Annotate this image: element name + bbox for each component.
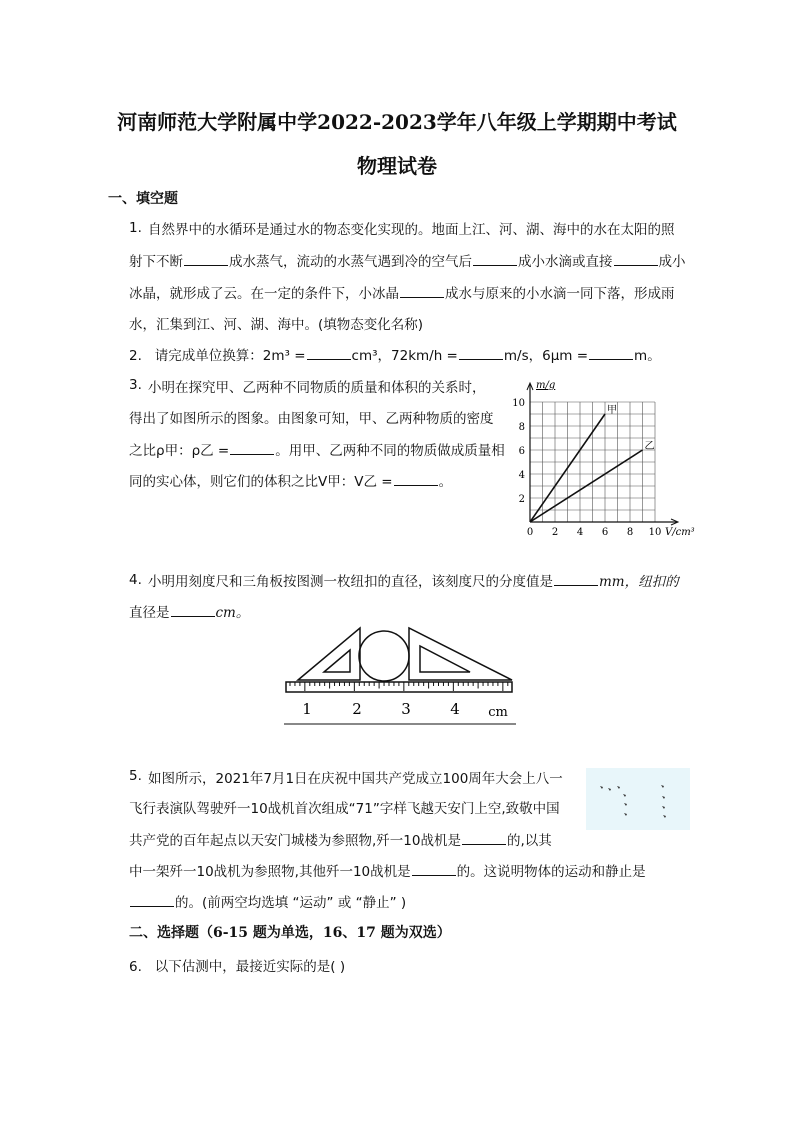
- q5-line-2: 飞行表演队驾驶歼一10战机首次组成“71”字样飞越天安门上空,致敬中国: [129, 801, 560, 817]
- x-tick-label: 0: [526, 527, 534, 538]
- q2-number: 2.: [129, 348, 142, 364]
- chart-labels: [512, 380, 694, 538]
- q3-line-3: [129, 439, 505, 459]
- ruler-label: 2: [352, 700, 362, 718]
- question-6: [129, 955, 345, 975]
- q6-text: 以下估测中，最接近实际的是( ): [154, 959, 346, 975]
- ruler-label: 3: [401, 700, 411, 718]
- q1-text: 成小水滴或直接: [518, 254, 613, 270]
- q4-line-1: [148, 570, 679, 590]
- series-label: 乙: [644, 441, 655, 452]
- q3-line-4: [129, 470, 452, 490]
- q5-number: 5.: [129, 768, 142, 784]
- answer-blank[interactable]: [307, 345, 351, 360]
- answer-blank[interactable]: [459, 345, 503, 360]
- chart-axes: [527, 383, 678, 525]
- answer-blank[interactable]: [473, 251, 517, 266]
- y-tick-label: 8: [518, 422, 525, 433]
- ruler-label: 1: [302, 700, 312, 718]
- answer-blank[interactable]: [394, 471, 438, 486]
- ruler-ticks: [290, 682, 508, 691]
- x-tick-label: 2: [551, 527, 559, 538]
- q3-line-1: 小明在探究甲、乙两种不同物质的质量和体积的关系时，: [148, 380, 486, 396]
- answer-blank[interactable]: [184, 251, 228, 266]
- y-axis-label: m/g: [536, 380, 556, 391]
- answer-blank[interactable]: [462, 830, 506, 845]
- q3-text: 同的实心体，则它们的体积之比V甲：V乙 =: [129, 474, 393, 490]
- ruler-unit: cm: [488, 705, 508, 720]
- ruler-label: 4: [450, 700, 460, 718]
- y-tick-label: 10: [512, 398, 525, 409]
- q5-line-1: 如图所示，2021年7月1日在庆祝中国共产党成立100周年大会上八一: [148, 771, 563, 787]
- q1-line-2: [129, 250, 686, 270]
- q1-text: 冰晶，就形成了云。在一定的条件下，小冰晶: [129, 286, 399, 302]
- q4-text: 小明用刻度尺和三角板按图测一枚纽扣的直径，该刻度尺的分度值是: [148, 574, 553, 590]
- answer-blank[interactable]: [130, 892, 174, 907]
- q1-text: 成水蒸气，流动的水蒸气遇到冷的空气后: [229, 254, 472, 270]
- title-line-2: 物理试卷: [357, 154, 437, 178]
- chart-series: [530, 414, 643, 522]
- section-choice: 二、选择题（6-15 题为单选，16、17 题为双选）: [129, 925, 451, 941]
- q5-text: 中一架歼一10战机为参照物,其他歼一10战机是: [129, 864, 411, 880]
- q2-text: cm³，72km/h =: [351, 348, 458, 364]
- answer-blank[interactable]: [554, 571, 598, 586]
- q4-number: 4.: [129, 572, 142, 588]
- button-circle: [359, 631, 409, 681]
- x-tick-label: 4: [576, 527, 584, 538]
- q4-text: 直径是: [129, 605, 170, 621]
- right-triangle-hole: [420, 646, 470, 672]
- section-fill-in: 一、填空题: [108, 191, 178, 207]
- y-tick-label: 2: [518, 494, 525, 505]
- q5-line-4: [129, 860, 646, 880]
- q4-line-2: [129, 601, 249, 621]
- q5-text: 的。这说明物体的运动和静止是: [456, 864, 646, 880]
- jets-photo: [586, 768, 690, 830]
- title-line-1: 河南师范大学附属中学2022-2023学年八年级上学期期中考试: [117, 110, 677, 134]
- x-tick-label: 6: [601, 527, 609, 538]
- q6-number: 6.: [129, 959, 142, 975]
- q4-text: cm。: [215, 605, 250, 621]
- series-label: 甲: [607, 405, 617, 416]
- answer-blank[interactable]: [589, 345, 633, 360]
- answer-blank[interactable]: [400, 283, 444, 298]
- q3-text: 。用甲、乙两种不同的物质做成质量相: [275, 443, 505, 459]
- y-tick-label: 6: [518, 446, 525, 457]
- q5-line-5: [129, 891, 406, 911]
- q3-line-2: 得出了如图所示的图象。由图象可知，甲、乙两种物质的密度: [129, 411, 494, 427]
- answer-blank[interactable]: [230, 440, 274, 455]
- question-2: [129, 344, 661, 364]
- q1-text: 成水与原来的小水滴一同下落，形成雨: [445, 286, 675, 302]
- q2-text: m/s，6μm =: [503, 348, 589, 364]
- chart-grid: [530, 402, 655, 522]
- answer-blank[interactable]: [412, 861, 456, 876]
- q1-text: 射下不断: [129, 254, 183, 270]
- left-triangle-hole: [324, 650, 350, 672]
- q1-line-1: 自然界中的水循环是通过水的物态变化实现的。地面上江、河、湖、海中的水在太阳的照: [148, 222, 675, 238]
- q5-line-3: [129, 829, 552, 849]
- ruler-button-diagram: [280, 622, 520, 732]
- q3-text: 之比ρ甲：ρ乙 =: [129, 443, 230, 459]
- mass-volume-chart: [505, 378, 705, 546]
- answer-blank[interactable]: [171, 602, 215, 617]
- q2-text: 请完成单位换算：2m³ =: [154, 348, 306, 364]
- q5-text: 的,以其: [506, 833, 552, 849]
- q4-text: mm，纽扣的: [599, 574, 679, 590]
- x-tick-label: 10: [648, 527, 662, 538]
- q1-number: 1.: [129, 220, 142, 236]
- q2-text: m。: [634, 348, 661, 364]
- x-axis-label: V/cm³: [665, 527, 695, 538]
- q1-line-4: 水，汇集到江、河、湖、海中。(填物态变化名称): [129, 317, 424, 333]
- q5-text: 的。(前两空均选填 “运动” 或 “静止” ): [175, 895, 407, 911]
- y-tick-label: 4: [518, 470, 525, 481]
- x-tick-label: 8: [626, 527, 634, 538]
- answer-blank[interactable]: [614, 251, 658, 266]
- q3-text: 。: [438, 474, 453, 490]
- q1-line-3: [129, 282, 675, 302]
- q5-text: 共产党的百年起点以天安门城楼为参照物,歼一10战机是: [129, 833, 461, 849]
- q3-number: 3.: [129, 377, 142, 393]
- q1-text: 成小: [658, 254, 686, 270]
